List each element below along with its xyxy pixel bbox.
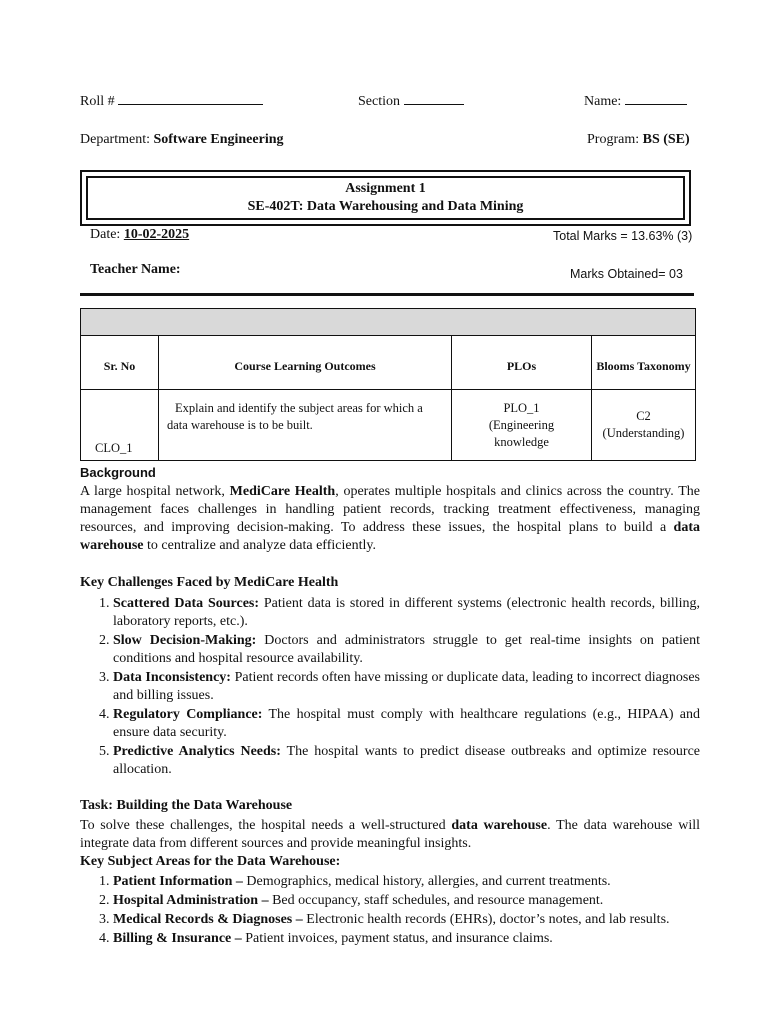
list-item: [113, 706, 700, 742]
background-dw-term: data warehouse: [80, 520, 700, 553]
program-value: BS (SE): [642, 132, 690, 147]
clo-sr: CLO_1: [81, 390, 159, 461]
subject-area-title: Billing & Insurance –: [113, 931, 242, 946]
background-text-3: to centralize and analyze data efficiently.: [143, 538, 376, 553]
program-line: [587, 132, 690, 148]
name-blank[interactable]: [625, 92, 687, 105]
table-row: [81, 390, 696, 461]
task-heading: Task: Building the Data Warehouse: [80, 798, 293, 813]
header-divider: [80, 293, 694, 296]
subject-area-text: Electronic health records (EHRs), doctor’s notes, and lab results.: [302, 912, 670, 927]
teacher-name-label: Teacher Name:: [90, 262, 181, 277]
name-field: [584, 92, 687, 110]
col-header-plos: PLOs: [452, 336, 592, 390]
department-value: Software Engineering: [153, 132, 284, 147]
list-item: [113, 892, 700, 910]
clo-plo: PLO_1 (Engineering knowledge: [452, 390, 592, 461]
col-header-outcomes: Course Learning Outcomes: [159, 336, 452, 390]
challenge-title: Regulatory Compliance:: [113, 707, 263, 722]
challenge-title: Slow Decision-Making:: [113, 633, 257, 648]
course-title: SE-402T: Data Warehousing and Data Mining: [247, 199, 524, 214]
background-text-2: , operates multiple hospitals and clinics across the country. The management faces challenges in handling patient records, tracking treatment effectiveness, managing resources, and improving decision-making. To address these issues, the hospital plans to build a: [80, 484, 700, 535]
task-text-1: To solve these challenges, the hospital needs a well-structured: [80, 818, 452, 833]
subject-area-title: Hospital Administration –: [113, 893, 269, 908]
clo-outcome: Explain and identify the subject areas for which a data warehouse is to be built.: [159, 390, 452, 461]
challenge-title: Data Inconsistency:: [113, 670, 231, 685]
subject-area-text: Demographics, medical history, allergies, and current treatments.: [242, 874, 611, 889]
challenge-title: Scattered Data Sources:: [113, 596, 260, 611]
section-field: [358, 92, 464, 110]
list-item: [113, 632, 700, 668]
clo-table: [80, 308, 696, 461]
challenge-text: The hospital must comply with healthcare regulations (e.g., HIPAA) and ensure data security.: [113, 707, 701, 740]
list-item: [113, 595, 700, 631]
clo-table-shaded-row: [81, 309, 696, 336]
assignment-title: Assignment 1: [345, 181, 426, 196]
program-label: Program:: [587, 132, 640, 147]
list-item: [113, 930, 700, 948]
roll-label: Roll #: [80, 94, 115, 109]
clo-table-header-row: [81, 336, 696, 390]
challenges-heading: Key Challenges Faced by MediCare Health: [80, 575, 339, 590]
background-text-1: A large hospital network,: [80, 484, 230, 499]
date-label: Date:: [90, 227, 121, 242]
challenge-text: Patient records often have missing or duplicate data, leading to incorrect diagnoses and billing issues.: [113, 670, 700, 703]
task-paragraph: [80, 817, 700, 853]
date-value: 10-02-2025: [123, 227, 190, 242]
background-company: MediCare Health: [229, 484, 336, 499]
col-header-blooms: Blooms Taxonomy: [592, 336, 696, 390]
subject-area-text: Patient invoices, payment status, and insurance claims.: [241, 931, 553, 946]
assignment-title-box: [80, 170, 691, 226]
section-blank[interactable]: [404, 92, 464, 105]
challenge-text: Patient data is stored in different systems (electronic health records, billing, laboratory reports, etc.).: [113, 596, 701, 629]
total-marks: Total Marks = 13.63% (3): [553, 229, 693, 243]
subject-areas-heading: Key Subject Areas for the Data Warehouse:: [80, 854, 341, 869]
list-item: [113, 669, 700, 705]
assignment-title-inner: [86, 176, 685, 220]
task-dw-term: data warehouse: [451, 818, 548, 833]
challenge-title: Predictive Analytics Needs:: [113, 744, 281, 759]
subject-areas-list: [80, 873, 700, 949]
list-item: [113, 743, 700, 779]
background-heading: Background: [80, 465, 156, 480]
list-item: [113, 911, 700, 929]
subject-area-title: Medical Records & Diagnoses –: [113, 912, 303, 927]
background-paragraph: [80, 483, 700, 555]
date-line: [90, 227, 189, 243]
department-line: [80, 132, 284, 148]
challenge-text: Doctors and administrators struggle to get real-time insights on patient conditions and hospital resource availability.: [113, 633, 701, 666]
subject-area-title: Patient Information –: [113, 874, 243, 889]
clo-bloom: C2 (Understanding): [592, 390, 696, 461]
task-text-2: . The data warehouse will integrate data from different sources and provide meaningful insights.: [80, 818, 701, 851]
list-item: [113, 873, 700, 891]
col-header-sr-no: Sr. No: [81, 336, 159, 390]
section-label: Section: [358, 94, 400, 109]
department-label: Department:: [80, 132, 150, 147]
marks-obtained: Marks Obtained= 03: [570, 267, 683, 281]
challenge-text: The hospital wants to predict disease outbreaks and optimize resource allocation.: [113, 744, 701, 777]
roll-field: [80, 92, 263, 110]
challenges-list: [80, 595, 700, 780]
name-label: Name:: [584, 94, 622, 109]
subject-area-text: Bed occupancy, staff schedules, and resource management.: [268, 893, 604, 908]
roll-blank[interactable]: [118, 92, 263, 105]
